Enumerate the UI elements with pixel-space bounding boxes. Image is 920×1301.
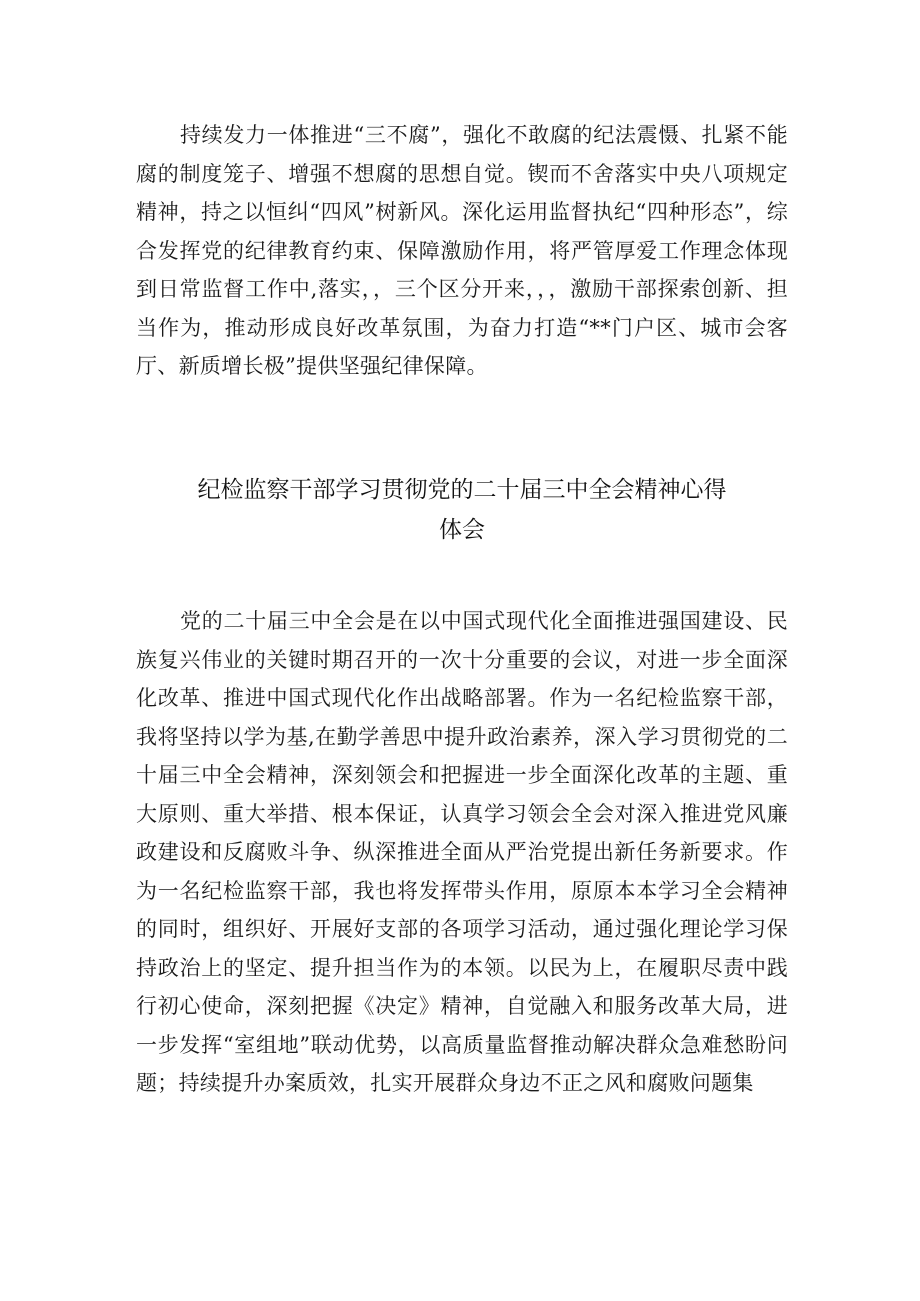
body-paragraph-2: 党的二十届三中全会是在以中国式现代化全面推进强国建设、民族复兴伟业的关键时期召开的一次十分重要的会议，对进一步全面深化改革、推进中国式现代化作出战略部署。作为一名纪检监察干部，我将坚持以学为基,在勤学善思中提升政治素养，深入学习贯彻党的二十届三中全会精神，深刻领会和把握进一步全面深化改革的主题、重大原则、重大举措、根本保证，认真学习领会全会对深入推进党风廉政建设和反腐败斗争、纵深推进全面从严治党提出新任务新要求。作为一名纪检监察干部，我也将发挥带头作用，原原本本学习全会精神的同时，组织好、开展好支部的各项学习活动，通过强化理论学习保持政治上的坚定、提升担当作为的本领。以民为上，在履职尽责中践行初心使命，深刻把握《决定》精神，自觉融入和服务改革大局，进一步发挥“室组地”联动优势，以高质量监督推动解决群众急难愁盼问题；持续提升办案质效，扎实开展群众身边不正之风和腐败问题集 [136,609,788,1095]
article-title-line-2: 体会 [439,517,485,543]
article-title [136,470,788,550]
article-title-line-1: 纪检监察干部学习贯彻党的二十届三中全会精神心得 [197,477,727,503]
body-paragraph-1: 持续发力一体推进“三不腐”，强化不敢腐的纪法震慑、扎紧不能腐的制度笼子、增强不想腐的思想自觉。锲而不舍落实中央八项规定精神，持之以恒纠“四风”树新风。深化运用监督执纪“四种形态”，综合发挥党的纪律教育约束、保障激励作用，将严管厚爱工作理念体现到日常监督工作中,落实，，三个区分开来，，，激励干部探索创新、担当作为，推动形成良好改革氛围，为奋力打造“**门户区、城市会客厅、新质增长极”提供坚强纪律保障。 [136,123,788,378]
